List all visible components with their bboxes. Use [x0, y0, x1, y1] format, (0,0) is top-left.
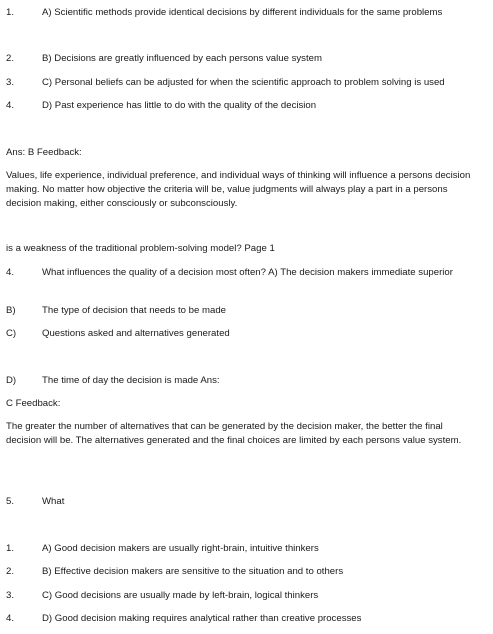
answer-option-b: The type of decision that needs to be made [42, 305, 227, 316]
question-text: What influences the quality of a decision most often? A) The decision makers immediate superior [42, 267, 453, 278]
option-letter: B) [6, 305, 16, 316]
list-number: 3. [6, 77, 15, 88]
answer-option-c: Questions asked and alternatives generated [42, 328, 230, 339]
question-intro: is a weakness of the traditional problem-solving model? Page 1 [6, 243, 275, 254]
answer-option-a: A) Scientific methods provide identical decisions by different individuals for the same problems [42, 7, 443, 18]
list-number: 2. [6, 53, 15, 64]
list-number: 1. [6, 543, 15, 554]
list-number: 1. [6, 7, 15, 18]
answer-option-d: D) Past experience has little to do with the quality of the decision [42, 100, 317, 111]
answer-line: Ans: B Feedback: [6, 147, 82, 158]
list-number: 2. [6, 566, 15, 577]
answer-option-d: The time of day the decision is made Ans: [42, 375, 220, 386]
answer-option-c: C) Personal beliefs can be adjusted for when the scientific approach to problem solving is used [42, 77, 445, 88]
answer-option-b: B) Decisions are greatly influenced by each persons value system [42, 53, 322, 64]
feedback-paragraph: The greater the number of alternatives that can be generated by the decision maker, the better the final decision will be. The alternatives generated and the final choices are limited by each persons value system. [6, 421, 462, 446]
list-number: 4. [6, 613, 15, 624]
question-number: 5. [6, 496, 15, 507]
answer-option-a: A) Good decision makers are usually right-brain, intuitive thinkers [42, 543, 319, 554]
answer-option-b: B) Effective decision makers are sensitive to the situation and to others [42, 566, 344, 577]
list-number: 4. [6, 100, 15, 111]
feedback-paragraph: Values, life experience, individual preference, and individual ways of thinking will influence a persons decision making. No matter how objective the criteria will be, value judgments will always play a part in a persons decision making, either consciously or subconsciously. [6, 170, 471, 209]
answer-line: C Feedback: [6, 398, 61, 409]
question-number: 4. [6, 267, 15, 278]
option-letter: D) [6, 375, 17, 386]
answer-option-c: C) Good decisions are usually made by left-brain, logical thinkers [42, 590, 319, 601]
list-number: 3. [6, 590, 15, 601]
option-letter: C) [6, 328, 17, 339]
question-text: What [42, 496, 65, 507]
question-4 [6, 266, 476, 280]
answer-option-d: D) Good decision making requires analytical rather than creative processes [42, 613, 362, 624]
